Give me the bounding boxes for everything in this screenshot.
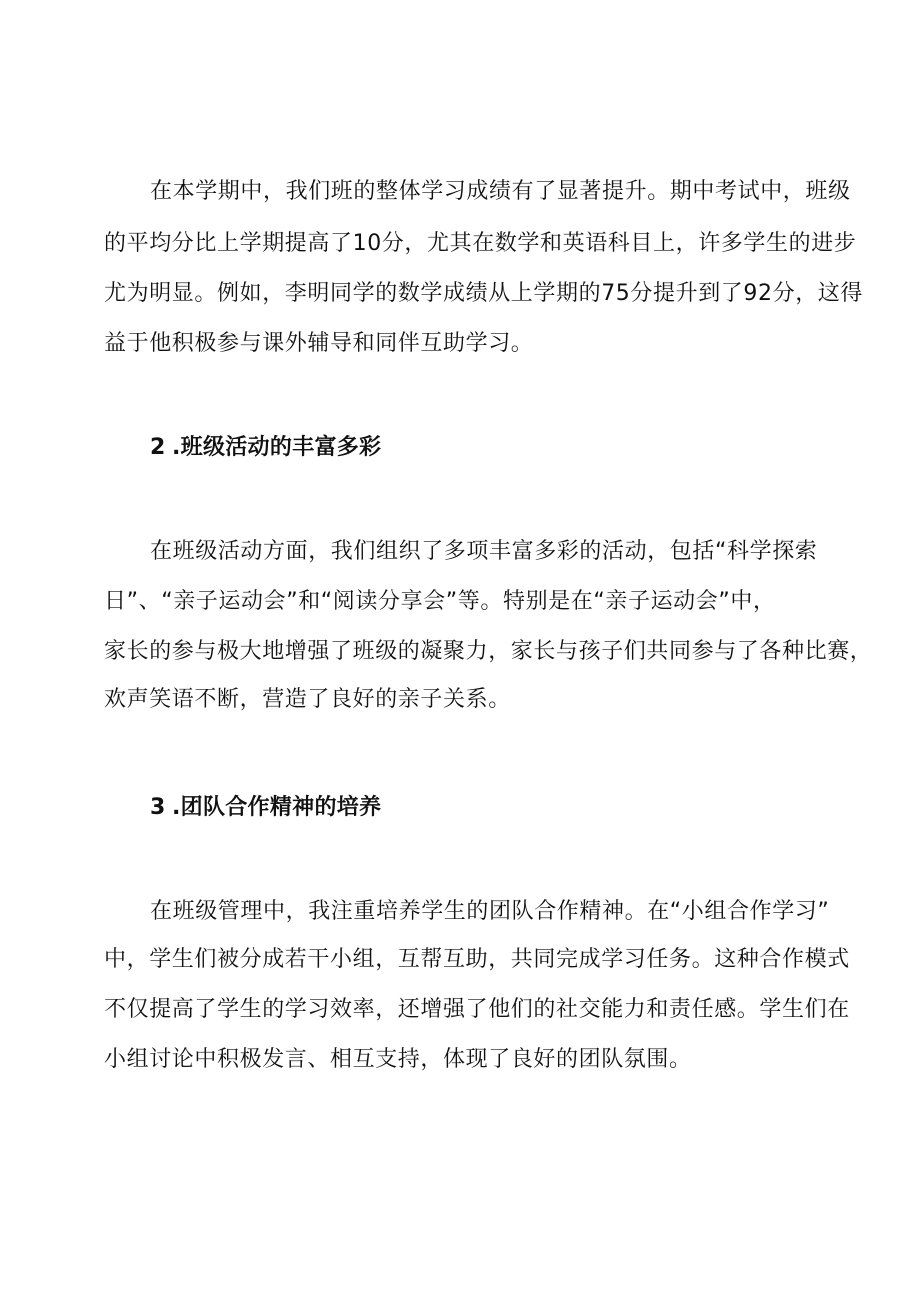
section-number: 2 bbox=[150, 435, 166, 460]
paragraph-line: 小组讨论中积极发言、相互支持，体现了良好的团队氛围。 bbox=[104, 1047, 692, 1072]
paragraph-line: 中，学生们被分成若干小组，互帮互助，共同完成学习任务。这种合作模式 bbox=[104, 947, 850, 972]
paragraph-line: 在班级管理中，我注重培养学生的团队合作精神。在“小组合作学习” bbox=[150, 899, 830, 924]
section-heading-teamwork bbox=[150, 794, 381, 822]
paragraph-line: 日”、“亲子运动会”和“阅读分享会”等。特别是在“亲子运动会”中， bbox=[104, 589, 776, 614]
section-heading-class-activities bbox=[150, 434, 381, 462]
section-title: .班级活动的丰富多彩 bbox=[172, 435, 382, 460]
paragraph-line: 尤为明显。例如，李明同学的数学成绩从上学期的75分提升到了92分，这得 bbox=[104, 281, 863, 306]
paragraph-line: 在班级活动方面，我们组织了多项丰富多彩的活动，包括“科学探索 bbox=[150, 539, 818, 564]
paragraph-line: 益于他积极参与课外辅导和同伴互助学习。 bbox=[104, 331, 534, 356]
paragraph-line: 家长的参与极大地增强了班级的凝聚力，家长与孩子们共同参与了各种比赛， bbox=[104, 639, 873, 664]
section-number: 3 bbox=[150, 795, 166, 820]
paragraph-line: 在本学期中，我们班的整体学习成绩有了显著提升。期中考试中，班级 bbox=[150, 179, 851, 204]
section-title: .团队合作精神的培养 bbox=[172, 795, 382, 820]
paragraph-line: 欢声笑语不断，营造了良好的亲子关系。 bbox=[104, 687, 511, 712]
paragraph-line: 的平均分比上学期提高了10分，尤其在数学和英语科目上，许多学生的进步 bbox=[104, 231, 857, 256]
paragraph-line: 不仅提高了学生的学习效率，还增强了他们的社交能力和责任感。学生们在 bbox=[104, 997, 850, 1022]
